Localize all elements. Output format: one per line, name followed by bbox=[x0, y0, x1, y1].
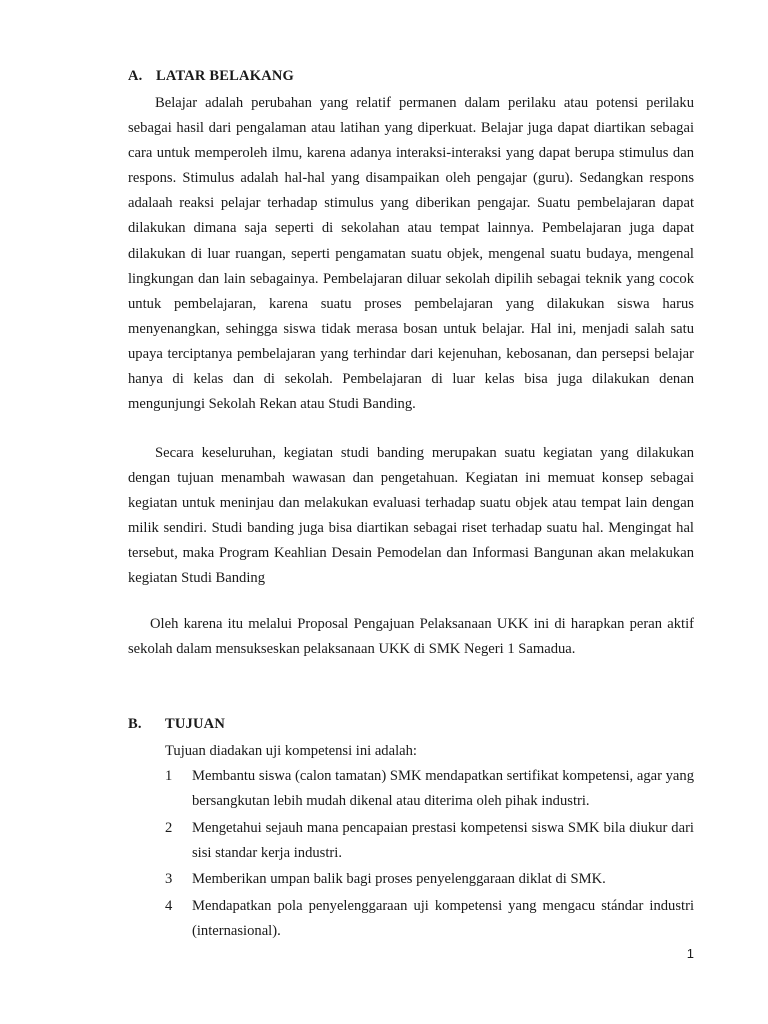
list-item bbox=[128, 764, 694, 814]
list-item bbox=[128, 867, 694, 892]
page-number: 1 bbox=[686, 946, 694, 961]
paragraph-latar-belakang-1: Belajar adalah perubahan yang relatif permanen dalam perilaku atau potensi perilaku sebagai hasil dari pengalaman atau latihan yang diperkuat. Belajar juga dapat diartikan sebagai cara untuk memperoleh ilmu, karena adanya interaksi-interaksi yang dapat berupa stimulus dan respons. Stimulus adalah hal-hal yang disampaikan oleh pengajar (guru). Sedangkan respons adalaah reaksi pelajar terhadap stimulus yang diberikan pengajar. Suatu pembelajaran dapat dilakukan dimana saja seperti di sekolahan atau tempat lainnya. Pembelajaran juga dapat dilakukan di luar ruangan, seperti pengamatan suatu objek, mengenal suatu budaya, mengenal lingkungan dan lain sebagainya. Pembelajaran diluar sekolah dipilih sebagai teknik yang cocok untuk pembelajaran, karena suatu proses pembelajaran yang dilakukan siswa harus menyenangkan, sehingga siswa tidak merasa bosan untuk belajar. Hal ini, menjadi salah satu upaya terciptanya pembelajaran yang terhindar dari kejenuhan, kebosanan, dan persepsi belajar hanya di kelas dan di sekolah. Pembelajaran di luar kelas bisa juga dilakukan denan mengunjungi Sekolah Rekan atau Studi Banding. bbox=[128, 95, 694, 413]
list-item-number: 2 bbox=[165, 819, 173, 836]
list-item-number: 1 bbox=[165, 768, 173, 784]
section-a-number: A. bbox=[128, 68, 143, 84]
list-item bbox=[128, 816, 694, 866]
list-item-number: 3 bbox=[165, 871, 173, 887]
section-a-heading bbox=[128, 68, 294, 85]
paragraph-latar-belakang-3: Oleh karena itu melalui Proposal Pengajuan Pelaksanaan UKK ini di harapkan peran aktif sekolah dalam mensukseskan pelaksanaan UKK di SMK Negeri 1 Samadua. bbox=[128, 616, 694, 657]
list-item-number: 4 bbox=[165, 897, 173, 914]
list-item bbox=[128, 894, 694, 944]
list-item-text: Memberikan umpan balik bagi proses penyelenggaraan diklat di SMK. bbox=[192, 871, 606, 887]
section-b-number: B. bbox=[128, 716, 142, 732]
paragraph-latar-belakang-2: Secara keseluruhan, kegiatan studi banding merupakan suatu kegiatan yang dilakukan dengan tujuan menambah wawasan dan pengetahuan. Kegiatan ini memuat konsep sebagai kegiatan untuk meninjau dan melakukan evaluasi terhadap suatu objek atau tempat lain dengan milik sendiri. Studi banding juga bisa diartikan sebagai riset terhadap suatu hal. Mengingat hal tersebut, maka Program Keahlian Desain Pemodelan dan Informasi Bangunan akan melakukan kegiatan Studi Banding bbox=[128, 445, 694, 586]
section-a-title: LATAR BELAKANG bbox=[156, 68, 295, 84]
section-b-heading bbox=[128, 716, 225, 733]
list-item-text: Mengetahui sejauh mana pencapaian prestasi kompetensi siswa SMK bila diukur dari sisi standar kerja industri. bbox=[192, 819, 694, 861]
list-item-text: Mendapatkan pola penyelenggaraan uji kompetensi yang mengacu stándar industri (internasional). bbox=[192, 897, 694, 939]
section-b-title: TUJUAN bbox=[165, 716, 226, 732]
tujuan-list bbox=[128, 764, 694, 945]
tujuan-intro: Tujuan diadakan uji kompetensi ini adalah: bbox=[165, 743, 417, 759]
list-item-text: Membantu siswa (calon tamatan) SMK mendapatkan sertifikat kompetensi, agar yang bersangkutan lebih mudah dikenal atau diterima oleh pihak industri. bbox=[192, 768, 694, 809]
